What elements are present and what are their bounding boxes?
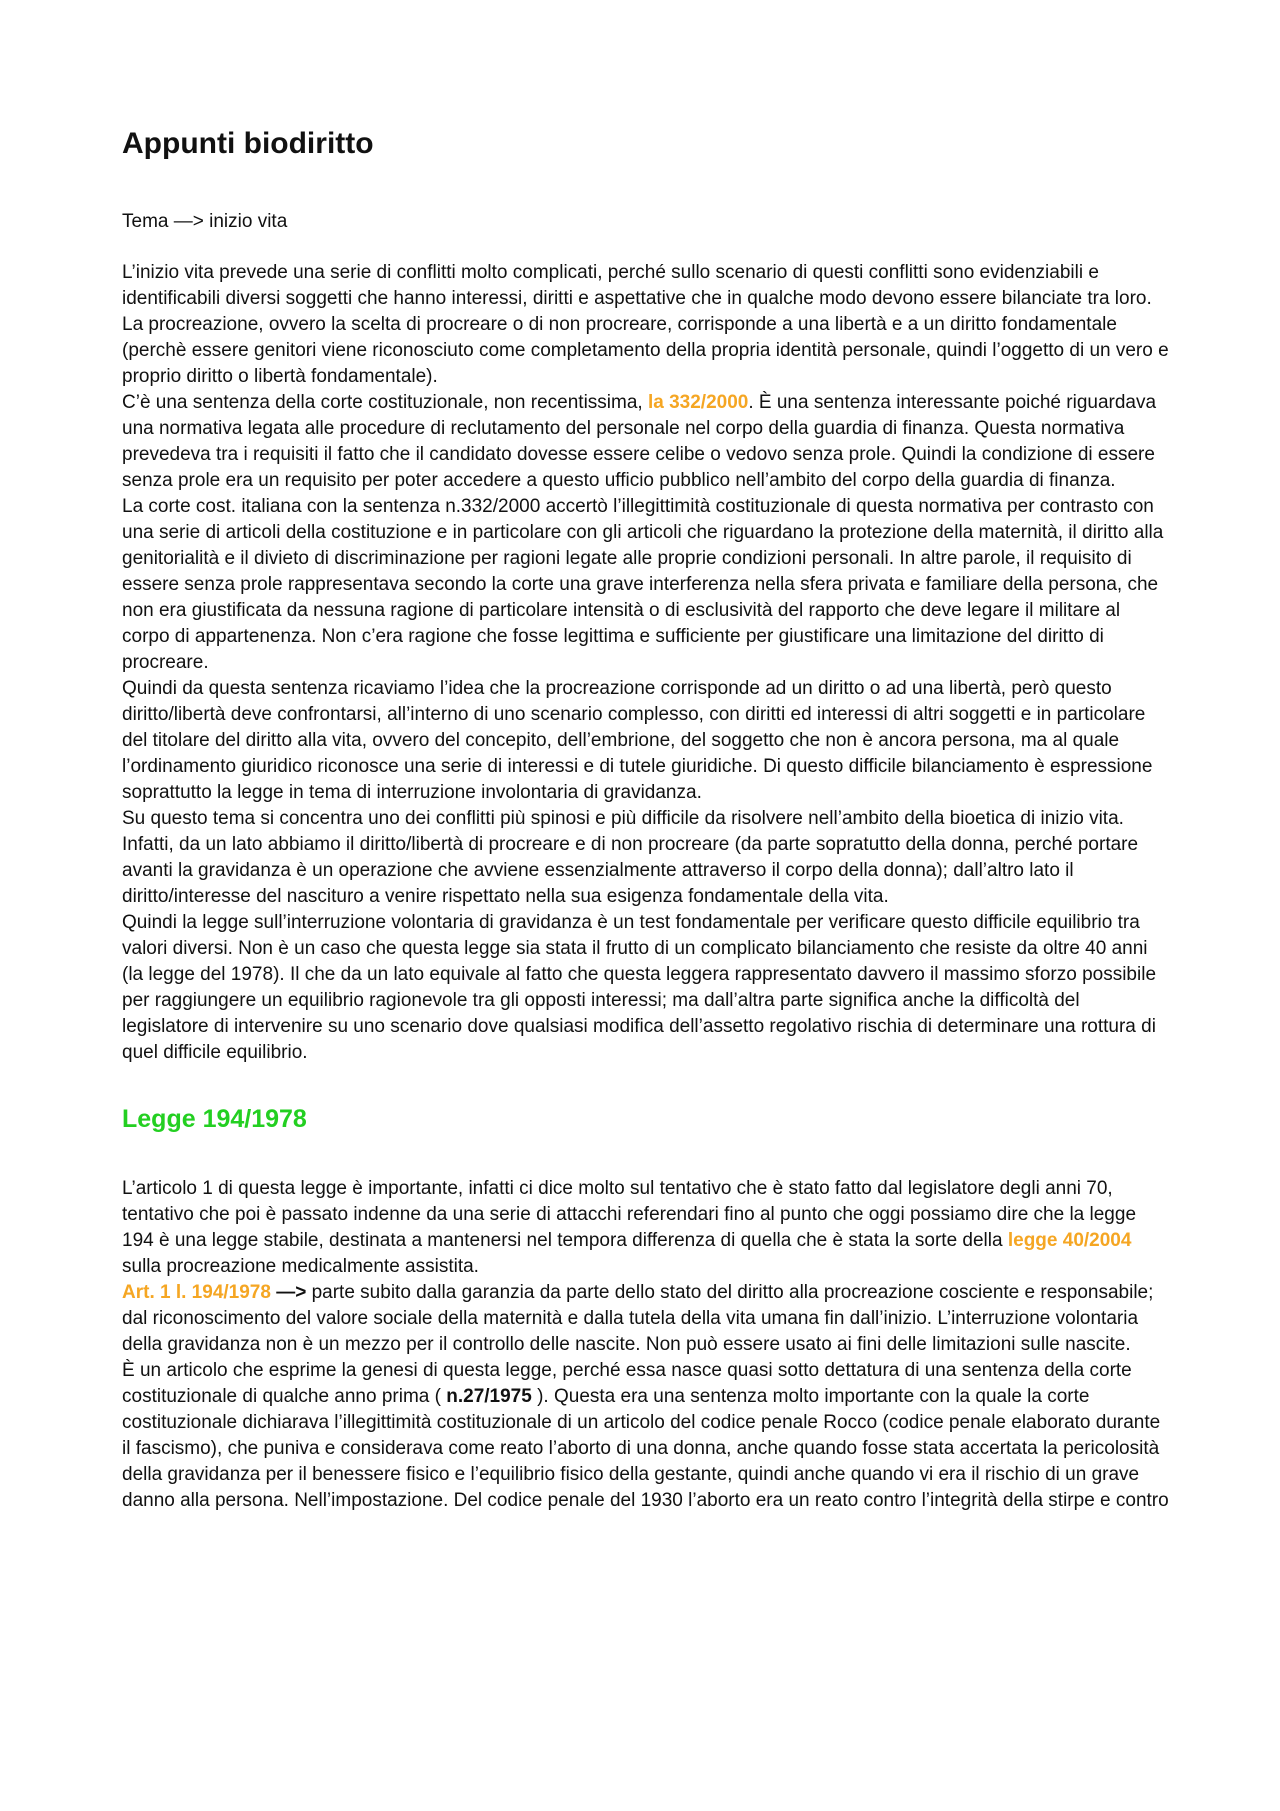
paragraph: [122, 1358, 1170, 1514]
text-run: . È una sentenza interessante poiché riguardava una normativa legata alle procedure di reclutamento del personale nel corpo della guardia di finanza. Questa normativa prevedeva tra i requisiti il fatto che il candidato dovesse essere celibe o vedovo senza prole. Quindi la condizione di essere senza prole era un requisito per poter accedere a questo ufficio pubblico nell’ambito del corpo della guardia di finanza.: [122, 392, 1157, 491]
topic-line: Tema —> inizio vita: [122, 211, 288, 232]
section-legge-194: [122, 1176, 1170, 1514]
paragraph: [122, 390, 1170, 494]
paragraph: [122, 676, 1170, 806]
paragraph: [122, 1176, 1170, 1280]
text-run: Quindi la legge sull’interruzione volontaria di gravidanza è un test fondamentale per verificare questo difficile equilibrio tra valori diversi. Non è un caso che questa legge sia stata il frutto di un complicato bilanciamento che resiste da oltre 40 anni (la legge del 1978). Il che da un lato equivale al fatto che questa leggera rappresentato davvero il massimo sforzo possibile per raggiungere un equilibrio ragionevole tra gli opposti interessi; ma dall’altra parte significa anche la difficoltà del legislatore di intervenire su uno scenario dove qualsiasi modifica dell’assetto regolativo rischia di determinare una rottura di quel difficile equilibrio.: [122, 912, 1157, 1063]
text-run: C’è una sentenza della corte costituzionale, non recentissima,: [122, 392, 648, 413]
highlighted-reference: legge 40/2004: [1007, 1230, 1132, 1251]
text-run: L’inizio vita prevede una serie di conflitti molto complicati, perché sullo scenario di questi conflitti sono evidenziabili e identificabili diversi soggetti che hanno interessi, diritti e aspettative che in qualche modo devono essere bilanciate tra loro.: [122, 262, 1152, 309]
text-run: Su questo tema si concentra uno dei conflitti più spinosi e più difficile da risolvere nell’ambito della bioetica di inizio vita. Infatti, da un lato abbiamo il diritto/libertà di procreare e di non procreare (da parte sopratutto della donna, perché portare avanti la gravidanza è un operazione che avviene essenzialmente attraverso il corpo della donna); dall’altro lato il diritto/interesse del nascituro a venire rispettato nella sua esigenza fondamentale della vita.: [122, 808, 1139, 907]
highlighted-reference: Art. 1 l. 194/1978: [122, 1282, 271, 1303]
section-intro: [122, 260, 1170, 1066]
bold-text: —>: [270, 1282, 312, 1303]
page-title: Appunti biodiritto: [122, 127, 374, 160]
highlighted-reference: la 332/2000: [647, 392, 749, 413]
paragraph: [122, 494, 1170, 676]
paragraph: [122, 312, 1170, 390]
text-run: È un articolo che esprime la genesi di questa legge, perché essa nasce quasi sotto dettatura di una sentenza della corte costituzionale di qualche anno prima (: [122, 1360, 1132, 1407]
paragraph: [122, 806, 1170, 910]
text-run: La corte cost. italiana con la sentenza n.332/2000 accertò l’illegittimità costituzionale di questa normativa per contrasto con una serie di articoli della costituzione e in particolare con gli articoli che riguardano la protezione della maternità, il diritto alla genitorialità e il divieto di discriminazione per ragioni legate alle proprie condizioni personali. In altre parole, il requisito di essere senza prole rappresentava secondo la corte una grave interferenza nella sfera privata e familiare della persona, che non era giustificata da nessuna ragione di particolare intensità o di esclusività del rapporto che deve legare il militare al corpo di appartenenza. Non c’era ragione che fosse legittima e sufficiente per giustificare una limitazione del diritto di procreare.: [122, 496, 1164, 673]
paragraph: [122, 910, 1170, 1066]
text-run: La procreazione, ovvero la scelta di procreare o di non procreare, corrisponde a una libertà e a un diritto fondamentale (perchè essere genitori viene riconosciuto come completamento della propria identità personale, quindi l’oggetto di un vero e proprio diritto o libertà fondamentale).: [122, 314, 1169, 387]
paragraph: [122, 1280, 1170, 1358]
paragraph: [122, 260, 1170, 312]
text-run: sulla procreazione medicalmente assistita.: [122, 1256, 479, 1277]
section-heading: Legge 194/1978: [122, 1105, 307, 1133]
text-run: L’articolo 1 di questa legge è importante, infatti ci dice molto sul tentativo che è stato fatto dal legislatore degli anni 70, tentativo che poi è passato indenne da una serie di attacchi referendari fino al punto che oggi possiamo dire che la legge 194 è una legge stabile, destinata a mantenersi nel tempora differenza di quella che è stata la sorte della: [122, 1178, 1137, 1251]
text-run: parte subito dalla garanzia da parte dello stato del diritto alla procreazione cosciente e responsabile; dal riconoscimento del valore sociale della maternità e dalla tutela della vita umana fin dall’inizio. L’interruzione volontaria della gravidanza non è un mezzo per il controllo delle nascite. Non può essere usato ai fini delle limitazioni sulle nascite.: [122, 1282, 1154, 1355]
bold-text: n.27/1975: [446, 1386, 532, 1407]
text-run: ). Questa era una sentenza molto importante con la quale la corte costituzionale dichiarava l’illegittimità costituzionale di un articolo del codice penale Rocco (codice penale elaborato durante il fascismo), che puniva e considerava come reato l’aborto di una donna, anche quando fosse stata accertata la pericolosità della gravidanza per il benessere fisico e l’equilibrio fisico della gestante, quindi anche quando vi era il rischio di un grave danno alla persona. Nell’impostazione. Del codice penale del 1930 l’aborto era un reato contro l’integrità della stirpe e contro: [122, 1386, 1169, 1511]
text-run: Quindi da questa sentenza ricaviamo l’idea che la procreazione corrisponde ad un diritto o ad una libertà, però questo diritto/libertà deve confrontarsi, all’interno di uno scenario complesso, con diritti ed interessi di altri soggetti e in particolare del titolare del diritto alla vita, ovvero del concepito, dell’embrione, del soggetto che non è ancora persona, ma al quale l’ordinamento giuridico riconosce una serie di interessi e di tutele giuridiche. Di questo difficile bilanciamento è espressione soprattutto la legge in tema di interruzione involontaria di gravidanza.: [122, 678, 1153, 803]
